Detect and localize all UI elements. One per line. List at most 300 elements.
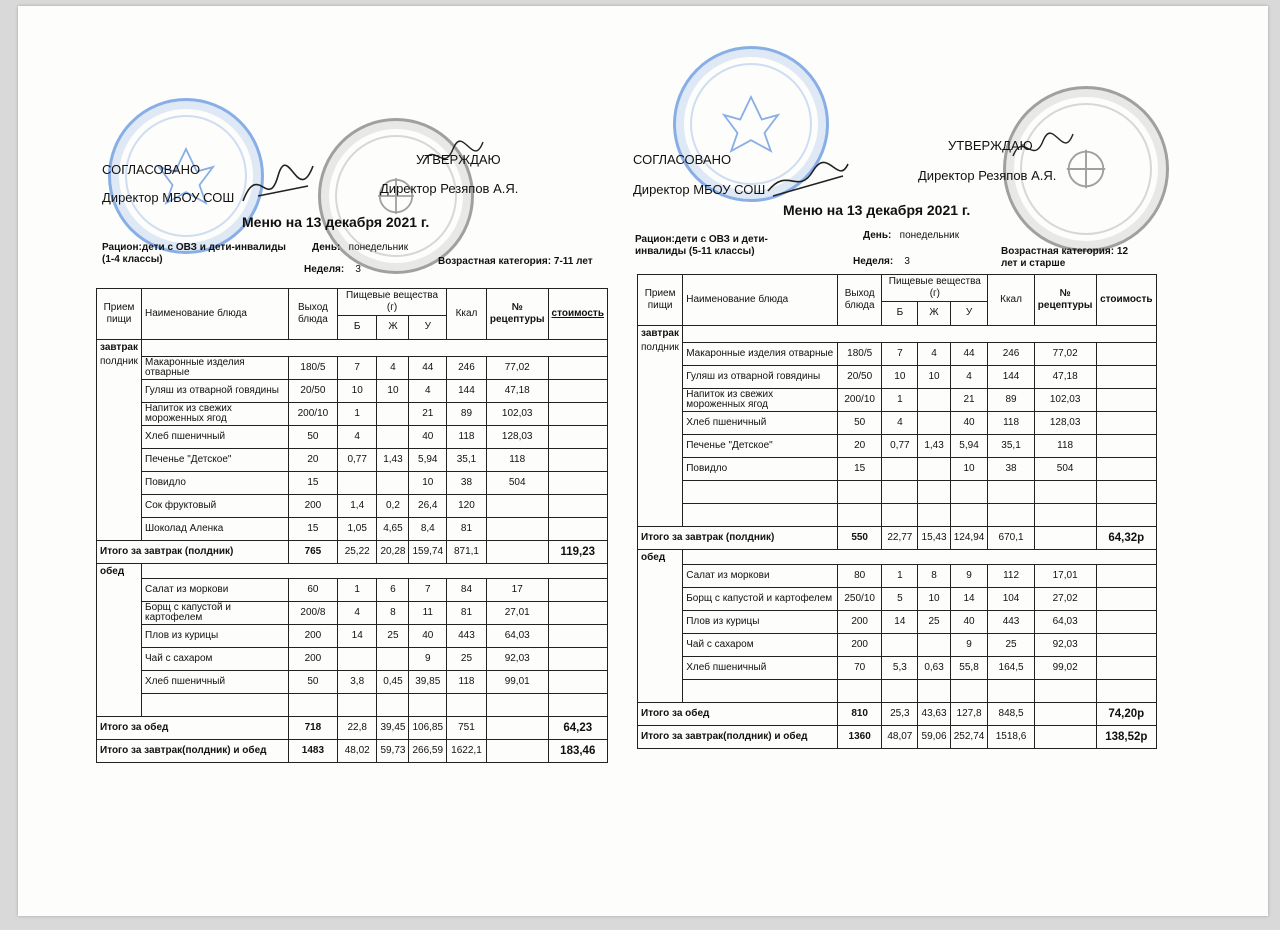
- week-info: [853, 256, 910, 268]
- cost-cell: [548, 356, 607, 379]
- fat-cell: [918, 503, 950, 526]
- cost-cell: [1096, 633, 1156, 656]
- recipe-cell: [1034, 526, 1096, 549]
- header-dish-name: Наименование блюда: [142, 289, 289, 340]
- fat-cell: [918, 411, 950, 434]
- fat-cell: 4,65: [377, 517, 409, 540]
- kcal-cell: 751: [447, 716, 487, 739]
- header-recipe: № рецептуры: [486, 289, 548, 340]
- cost-cell: 64,23: [548, 716, 607, 739]
- header-carbs: У: [950, 301, 988, 325]
- kcal-cell: 118: [447, 670, 487, 693]
- recipe-cell: 17: [486, 578, 548, 601]
- protein-cell: 1: [882, 564, 918, 587]
- table-row: [638, 480, 1157, 503]
- ration-value: дети с ОВЗ и дети-инвалиды (1-4 классы): [102, 242, 286, 265]
- cost-cell: [548, 647, 607, 670]
- protein-cell: 0,77: [882, 434, 918, 457]
- carbs-cell: [409, 693, 447, 716]
- yield-cell: 60: [288, 578, 337, 601]
- carbs-cell: 5,94: [409, 448, 447, 471]
- protein-cell: 5: [882, 587, 918, 610]
- protein-cell: [337, 471, 376, 494]
- empty-cell: [97, 517, 142, 540]
- total-label: Итого за обед: [638, 702, 838, 725]
- fat-cell: 10: [377, 379, 409, 402]
- fat-cell: [377, 402, 409, 425]
- scanned-sheet: [18, 6, 1268, 916]
- header-meal: Прием пищи: [97, 289, 142, 340]
- yield-cell: 200: [838, 633, 882, 656]
- recipe-cell: 128,03: [486, 425, 548, 448]
- recipe-cell: [486, 494, 548, 517]
- empty-cell: [638, 388, 683, 411]
- dish-name: Макаронные изделия отварные: [142, 356, 289, 379]
- carbs-cell: 55,8: [950, 656, 988, 679]
- carbs-cell: 127,8: [950, 702, 988, 725]
- header-protein: Б: [882, 301, 918, 325]
- lunch-total-row: [97, 716, 608, 739]
- protein-cell: 14: [337, 624, 376, 647]
- table-row: [97, 448, 608, 471]
- ration-label: Рацион:: [635, 234, 675, 245]
- snack-label: полдник: [97, 356, 142, 379]
- recipe-cell: 27,01: [486, 601, 548, 624]
- cost-cell: 183,46: [548, 739, 607, 762]
- protein-cell: 3,8: [337, 670, 376, 693]
- kcal-cell: 118: [447, 425, 487, 448]
- fat-cell: 6: [377, 578, 409, 601]
- protein-cell: 1,05: [337, 517, 376, 540]
- kcal-cell: [988, 679, 1034, 702]
- menu-table: [637, 274, 1157, 749]
- kcal-cell: 848,5: [988, 702, 1034, 725]
- dish-name: Напиток из свежих мороженных ягод: [142, 402, 289, 425]
- carbs-cell: [950, 503, 988, 526]
- protein-cell: 1: [882, 388, 918, 411]
- kcal-cell: [988, 503, 1034, 526]
- table-row: [638, 564, 1157, 587]
- cost-cell: [548, 670, 607, 693]
- kcal-cell: 144: [988, 365, 1034, 388]
- cost-cell: [548, 448, 607, 471]
- approved-label: УТВЕРЖДАЮ: [948, 138, 1033, 153]
- signature-icon: [238, 156, 318, 216]
- fat-cell: 10: [918, 365, 950, 388]
- protein-cell: 10: [882, 365, 918, 388]
- dish-name: Гуляш из отварной говядины: [142, 379, 289, 402]
- carbs-cell: 10: [409, 471, 447, 494]
- dish-name: Салат из моркови: [683, 564, 838, 587]
- dish-name: Печенье "Детское": [683, 434, 838, 457]
- yield-cell: 15: [288, 517, 337, 540]
- week-label: Неделя:: [853, 256, 894, 267]
- cost-cell: [548, 601, 607, 624]
- day-label: День:: [312, 242, 341, 253]
- snack-label: полдник: [638, 342, 683, 365]
- age-value: 12 лет и старше: [1001, 246, 1129, 269]
- yield-cell: 50: [288, 425, 337, 448]
- recipe-cell: 118: [1034, 434, 1096, 457]
- fat-cell: 20,28: [377, 540, 409, 563]
- table-row: [638, 457, 1157, 480]
- dish-name: [683, 503, 838, 526]
- fat-cell: 0,2: [377, 494, 409, 517]
- recipe-cell: 102,03: [1034, 388, 1096, 411]
- carbs-cell: 10: [950, 457, 988, 480]
- day-value: понедельник: [348, 242, 409, 253]
- dish-name: Салат из моркови: [142, 578, 289, 601]
- kcal-cell: 1518,6: [988, 725, 1034, 748]
- table-row: [638, 587, 1157, 610]
- recipe-cell: 504: [486, 471, 548, 494]
- recipe-cell: 77,02: [1034, 342, 1096, 365]
- yield-cell: 1360: [838, 725, 882, 748]
- fat-cell: [918, 480, 950, 503]
- carbs-cell: 124,94: [950, 526, 988, 549]
- meal-label: завтрак: [638, 326, 683, 343]
- cost-cell: [1096, 342, 1156, 365]
- meal-label: завтрак: [97, 340, 142, 357]
- table-row: [638, 610, 1157, 633]
- empty-cell: [638, 411, 683, 434]
- carbs-cell: 40: [409, 425, 447, 448]
- carbs-cell: 21: [409, 402, 447, 425]
- kcal-cell: 89: [447, 402, 487, 425]
- yield-cell: 250/10: [838, 587, 882, 610]
- kcal-cell: 35,1: [447, 448, 487, 471]
- cost-cell: [548, 578, 607, 601]
- carbs-cell: 9: [409, 647, 447, 670]
- header-kcal: Ккал: [988, 275, 1034, 326]
- header-recipe: № рецептуры: [1034, 275, 1096, 326]
- header-cost: стоимость: [1096, 275, 1156, 326]
- header-nutrients: Пищевые вещества (г): [882, 275, 988, 302]
- dish-name: Повидло: [142, 471, 289, 494]
- kcal-cell: 38: [447, 471, 487, 494]
- section-row: [97, 563, 608, 578]
- yield-cell: 50: [288, 670, 337, 693]
- approved-by: Директор Резяпов А.Я.: [380, 181, 519, 196]
- carbs-cell: 7: [409, 578, 447, 601]
- carbs-cell: 9: [950, 633, 988, 656]
- cost-cell: [1096, 564, 1156, 587]
- total-label: Итого за завтрак (полдник): [97, 540, 289, 563]
- age-label: Возрастная категория:: [438, 256, 552, 267]
- empty-cell: [683, 326, 1157, 343]
- cost-cell: [548, 693, 607, 716]
- empty-cell: [97, 402, 142, 425]
- table-row: [638, 411, 1157, 434]
- header-nutrients: Пищевые вещества (г): [337, 289, 446, 316]
- carbs-cell: 4: [950, 365, 988, 388]
- ration-info: [635, 234, 805, 258]
- cost-cell: [1096, 587, 1156, 610]
- empty-cell: [683, 549, 1157, 564]
- kcal-cell: 246: [988, 342, 1034, 365]
- carbs-cell: [950, 679, 988, 702]
- recipe-cell: 92,03: [486, 647, 548, 670]
- empty-cell: [97, 379, 142, 402]
- empty-cell: [638, 480, 683, 503]
- yield-cell: 180/5: [288, 356, 337, 379]
- fat-cell: [918, 457, 950, 480]
- dish-name: Гуляш из отварной говядины: [683, 365, 838, 388]
- recipe-cell: [1034, 679, 1096, 702]
- protein-cell: [882, 679, 918, 702]
- fat-cell: 0,63: [918, 656, 950, 679]
- section-row: [97, 340, 608, 357]
- day-info: [863, 230, 959, 242]
- yield-cell: 200/10: [838, 388, 882, 411]
- header-fat: Ж: [377, 315, 409, 339]
- protein-cell: [337, 647, 376, 670]
- recipe-cell: [1034, 480, 1096, 503]
- empty-cell: [638, 434, 683, 457]
- protein-cell: [337, 693, 376, 716]
- cost-cell: [1096, 610, 1156, 633]
- table-row: [97, 494, 608, 517]
- carbs-cell: 4: [409, 379, 447, 402]
- week-value: 3: [355, 264, 361, 275]
- protein-cell: 4: [337, 601, 376, 624]
- agreed-by: Директор МБОУ СОШ: [102, 190, 235, 205]
- carbs-cell: [950, 480, 988, 503]
- carbs-cell: 40: [409, 624, 447, 647]
- table-row: [97, 624, 608, 647]
- dish-name: Чай с сахаром: [683, 633, 838, 656]
- header-meal: Прием пищи: [638, 275, 683, 326]
- protein-cell: 1,4: [337, 494, 376, 517]
- recipe-cell: 92,03: [1034, 633, 1096, 656]
- day-label: День:: [863, 230, 892, 241]
- recipe-cell: 64,03: [1034, 610, 1096, 633]
- fat-cell: [377, 425, 409, 448]
- recipe-cell: [486, 693, 548, 716]
- yield-cell: [838, 503, 882, 526]
- dish-name: Борщ с капустой и картофелем: [683, 587, 838, 610]
- table-row: [97, 647, 608, 670]
- agreed-by: Директор МБОУ СОШ: [633, 182, 766, 197]
- cost-cell: [548, 494, 607, 517]
- total-label: Итого за завтрак (полдник): [638, 526, 838, 549]
- carbs-cell: 14: [950, 587, 988, 610]
- yield-cell: 200: [288, 647, 337, 670]
- carbs-cell: 252,74: [950, 725, 988, 748]
- kcal-cell: 443: [988, 610, 1034, 633]
- protein-cell: 0,77: [337, 448, 376, 471]
- cost-cell: [1096, 388, 1156, 411]
- table-row: [638, 388, 1157, 411]
- section-row: [638, 549, 1157, 564]
- header-yield: Выход блюда: [838, 275, 882, 326]
- empty-cell: [142, 340, 608, 357]
- fat-cell: 25: [918, 610, 950, 633]
- approved-label: УТВЕРЖДАЮ: [416, 152, 501, 167]
- approved-by: Директор Резяпов А.Я.: [918, 168, 1057, 183]
- yield-cell: [838, 480, 882, 503]
- recipe-cell: 47,18: [1034, 365, 1096, 388]
- dish-name: [683, 480, 838, 503]
- yield-cell: [288, 693, 337, 716]
- kcal-cell: 25: [447, 647, 487, 670]
- cost-cell: [548, 624, 607, 647]
- cost-cell: [1096, 656, 1156, 679]
- lunch-total-row: [638, 702, 1157, 725]
- kcal-cell: 81: [447, 601, 487, 624]
- header-cost: стоимость: [548, 289, 607, 340]
- table-row: [97, 517, 608, 540]
- ration-value: дети с ОВЗ и дети-инвалиды (5-11 классы): [635, 234, 768, 257]
- breakfast-body: [638, 326, 1157, 550]
- kcal-cell: 246: [447, 356, 487, 379]
- dish-name: Плов из курицы: [142, 624, 289, 647]
- dish-name: Плов из курицы: [683, 610, 838, 633]
- agreed-label: СОГЛАСОВАНО: [102, 162, 201, 177]
- week-label: Неделя:: [304, 264, 345, 275]
- yield-cell: 200/10: [288, 402, 337, 425]
- dish-name: [142, 693, 289, 716]
- fat-cell: 59,06: [918, 725, 950, 748]
- kcal-cell: 144: [447, 379, 487, 402]
- yield-cell: 1483: [288, 739, 337, 762]
- menu-title: Меню на 13 декабря 2021 г.: [242, 214, 430, 230]
- yield-cell: 20/50: [288, 379, 337, 402]
- kcal-cell: 443: [447, 624, 487, 647]
- protein-cell: 10: [337, 379, 376, 402]
- kcal-cell: 120: [447, 494, 487, 517]
- carbs-cell: 159,74: [409, 540, 447, 563]
- fat-cell: 25: [377, 624, 409, 647]
- meal-label: обед: [97, 563, 142, 716]
- fat-cell: 1,43: [918, 434, 950, 457]
- lunch-body: [638, 549, 1157, 748]
- header-dish-name: Наименование блюда: [683, 275, 838, 326]
- fat-cell: [377, 693, 409, 716]
- table-row: [97, 670, 608, 693]
- kcal-cell: 84: [447, 578, 487, 601]
- dish-name: Хлеб пшеничный: [142, 670, 289, 693]
- carbs-cell: 266,59: [409, 739, 447, 762]
- kcal-cell: 35,1: [988, 434, 1034, 457]
- carbs-cell: 44: [409, 356, 447, 379]
- carbs-cell: 21: [950, 388, 988, 411]
- yield-cell: 180/5: [838, 342, 882, 365]
- table-row: [638, 503, 1157, 526]
- carbs-cell: 9: [950, 564, 988, 587]
- empty-cell: [142, 563, 608, 578]
- protein-cell: [882, 480, 918, 503]
- fat-cell: [918, 633, 950, 656]
- empty-cell: [638, 503, 683, 526]
- table-row: [638, 656, 1157, 679]
- yield-cell: 200: [288, 624, 337, 647]
- recipe-cell: 27,02: [1034, 587, 1096, 610]
- cost-cell: 74,20р: [1096, 702, 1156, 725]
- recipe-cell: [1034, 702, 1096, 725]
- protein-cell: 5,3: [882, 656, 918, 679]
- carbs-cell: 39,85: [409, 670, 447, 693]
- table-row: [638, 633, 1157, 656]
- yield-cell: 20: [288, 448, 337, 471]
- kcal-cell: 38: [988, 457, 1034, 480]
- kcal-cell: [447, 693, 487, 716]
- fat-cell: 15,43: [918, 526, 950, 549]
- empty-cell: [97, 448, 142, 471]
- fat-cell: 59,73: [377, 739, 409, 762]
- lunch-body: [97, 563, 608, 762]
- fat-cell: 8: [918, 564, 950, 587]
- header-kcal: Ккал: [447, 289, 487, 340]
- dish-name: Макаронные изделия отварные: [683, 342, 838, 365]
- carbs-cell: 5,94: [950, 434, 988, 457]
- cost-cell: [548, 425, 607, 448]
- recipe-cell: [486, 716, 548, 739]
- cost-cell: [548, 471, 607, 494]
- recipe-cell: [486, 517, 548, 540]
- table-row: [97, 693, 608, 716]
- empty-cell: [638, 365, 683, 388]
- table-row: [638, 342, 1157, 365]
- age-label: Возрастная категория:: [1001, 246, 1115, 257]
- recipe-cell: [1034, 725, 1096, 748]
- dish-name: Борщ с капустой и картофелем: [142, 601, 289, 624]
- fat-cell: 39,45: [377, 716, 409, 739]
- protein-cell: 48,02: [337, 739, 376, 762]
- cost-cell: [1096, 679, 1156, 702]
- header-protein: Б: [337, 315, 376, 339]
- protein-cell: [882, 457, 918, 480]
- yield-cell: 550: [838, 526, 882, 549]
- protein-cell: 22,77: [882, 526, 918, 549]
- dish-name: Сок фруктовый: [142, 494, 289, 517]
- table-row: [97, 471, 608, 494]
- recipe-cell: 504: [1034, 457, 1096, 480]
- table-row: [97, 379, 608, 402]
- cost-cell: [1096, 480, 1156, 503]
- cost-cell: [548, 379, 607, 402]
- yield-cell: 810: [838, 702, 882, 725]
- section-row: [638, 326, 1157, 343]
- kcal-cell: 871,1: [447, 540, 487, 563]
- protein-cell: 4: [337, 425, 376, 448]
- recipe-cell: [486, 540, 548, 563]
- protein-cell: 48,07: [882, 725, 918, 748]
- table-row: [97, 402, 608, 425]
- header-fat: Ж: [918, 301, 950, 325]
- fat-cell: [918, 679, 950, 702]
- yield-cell: 70: [838, 656, 882, 679]
- protein-cell: 22,8: [337, 716, 376, 739]
- age-info: [1001, 246, 1141, 270]
- table-row: [638, 365, 1157, 388]
- protein-cell: 25,3: [882, 702, 918, 725]
- recipe-cell: 64,03: [486, 624, 548, 647]
- kcal-cell: 81: [447, 517, 487, 540]
- carbs-cell: 8,4: [409, 517, 447, 540]
- dish-name: Хлеб пшеничный: [142, 425, 289, 448]
- carbs-cell: 40: [950, 610, 988, 633]
- cost-cell: 138,52р: [1096, 725, 1156, 748]
- menu-table: [96, 288, 608, 763]
- fat-cell: 8: [377, 601, 409, 624]
- kcal-cell: 89: [988, 388, 1034, 411]
- breakfast-total-row: [638, 526, 1157, 549]
- carbs-cell: 40: [950, 411, 988, 434]
- header-yield: Выход блюда: [288, 289, 337, 340]
- recipe-cell: 77,02: [486, 356, 548, 379]
- cost-cell: [1096, 365, 1156, 388]
